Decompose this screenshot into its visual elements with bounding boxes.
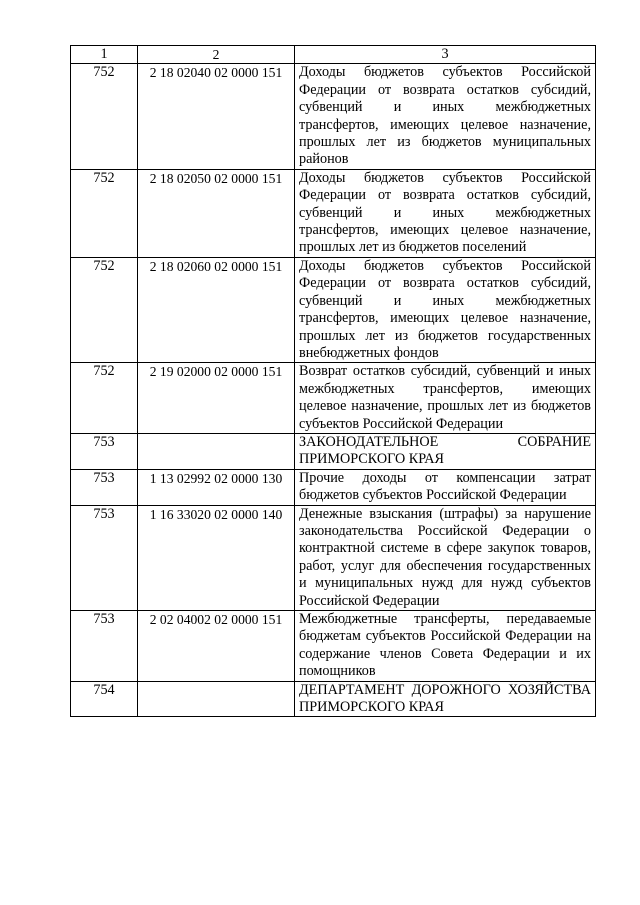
section-heading-cell: ДЕПАРТАМЕНТ ДОРОЖНОГО ХОЗЯЙСТВА ПРИМОРСКОГО КРАЯ (295, 681, 596, 717)
description-cell: Доходы бюджетов субъектов Российской Федерации от возврата остатков субсидий, субвенций и иных межбюджетных трансфертов, имеющих целевое назначение, прошлых лет из бюджетов государственных внебюджетных фондов (295, 257, 596, 362)
description-cell: Денежные взыскания (штрафы) за нарушение законодательства Российской Федерации о контрактной системе в сфере закупок товаров, работ, услуг для обеспечения государственных и муниципальных нужд для нужд субъектов Российской Федерации (295, 505, 596, 610)
kbk-code-cell: 1 13 02992 02 0000 130 (138, 469, 295, 505)
table-row (71, 257, 596, 362)
admin-code-cell: 752 (71, 363, 138, 434)
description-cell: Доходы бюджетов субъектов Российской Федерации от возврата остатков субсидий, субвенций и иных межбюджетных трансфертов, имеющих целевое назначение, прошлых лет из бюджетов поселений (295, 169, 596, 257)
kbk-code-cell (138, 681, 295, 717)
admin-code-cell: 753 (71, 611, 138, 682)
admin-code-cell: 753 (71, 505, 138, 610)
budget-classification-table (70, 45, 596, 717)
kbk-code-cell: 2 18 02040 02 0000 151 (138, 64, 295, 169)
admin-code-cell: 752 (71, 169, 138, 257)
kbk-code-cell: 1 16 33020 02 0000 140 (138, 505, 295, 610)
section-heading-cell: ЗАКОНОДАТЕЛЬНОЕ СОБРАНИЕ ПРИМОРСКОГО КРАЯ (295, 433, 596, 469)
column-number-3: 3 (295, 46, 596, 64)
document-page (70, 45, 596, 717)
admin-code-cell: 752 (71, 64, 138, 169)
description-cell: Возврат остатков субсидий, субвенций и иных межбюджетных трансфертов, имеющих целевое назначение, прошлых лет из бюджетов субъектов Российской Федерации (295, 363, 596, 434)
table-row (71, 64, 596, 169)
kbk-code-cell: 2 18 02050 02 0000 151 (138, 169, 295, 257)
admin-code-cell: 753 (71, 469, 138, 505)
table-header-row (71, 46, 596, 64)
table-row (71, 169, 596, 257)
column-number-2: 2 (138, 46, 295, 64)
table-row (71, 681, 596, 717)
table-row (71, 469, 596, 505)
column-number-1: 1 (71, 46, 138, 64)
admin-code-cell: 754 (71, 681, 138, 717)
kbk-code-cell (138, 433, 295, 469)
description-cell: Межбюджетные трансферты, передаваемые бюджетам субъектов Российской Федерации на содержание членов Совета Федерации и их помощников (295, 611, 596, 682)
table-row (71, 611, 596, 682)
description-cell: Доходы бюджетов субъектов Российской Федерации от возврата остатков субсидий, субвенций и иных межбюджетных трансфертов, имеющих целевое назначение, прошлых лет из бюджетов муниципальных районов (295, 64, 596, 169)
admin-code-cell: 753 (71, 433, 138, 469)
admin-code-cell: 752 (71, 257, 138, 362)
kbk-code-cell: 2 02 04002 02 0000 151 (138, 611, 295, 682)
table-row (71, 433, 596, 469)
table-row (71, 505, 596, 610)
description-cell: Прочие доходы от компенсации затрат бюджетов субъектов Российской Федерации (295, 469, 596, 505)
table-row (71, 363, 596, 434)
kbk-code-cell: 2 18 02060 02 0000 151 (138, 257, 295, 362)
kbk-code-cell: 2 19 02000 02 0000 151 (138, 363, 295, 434)
